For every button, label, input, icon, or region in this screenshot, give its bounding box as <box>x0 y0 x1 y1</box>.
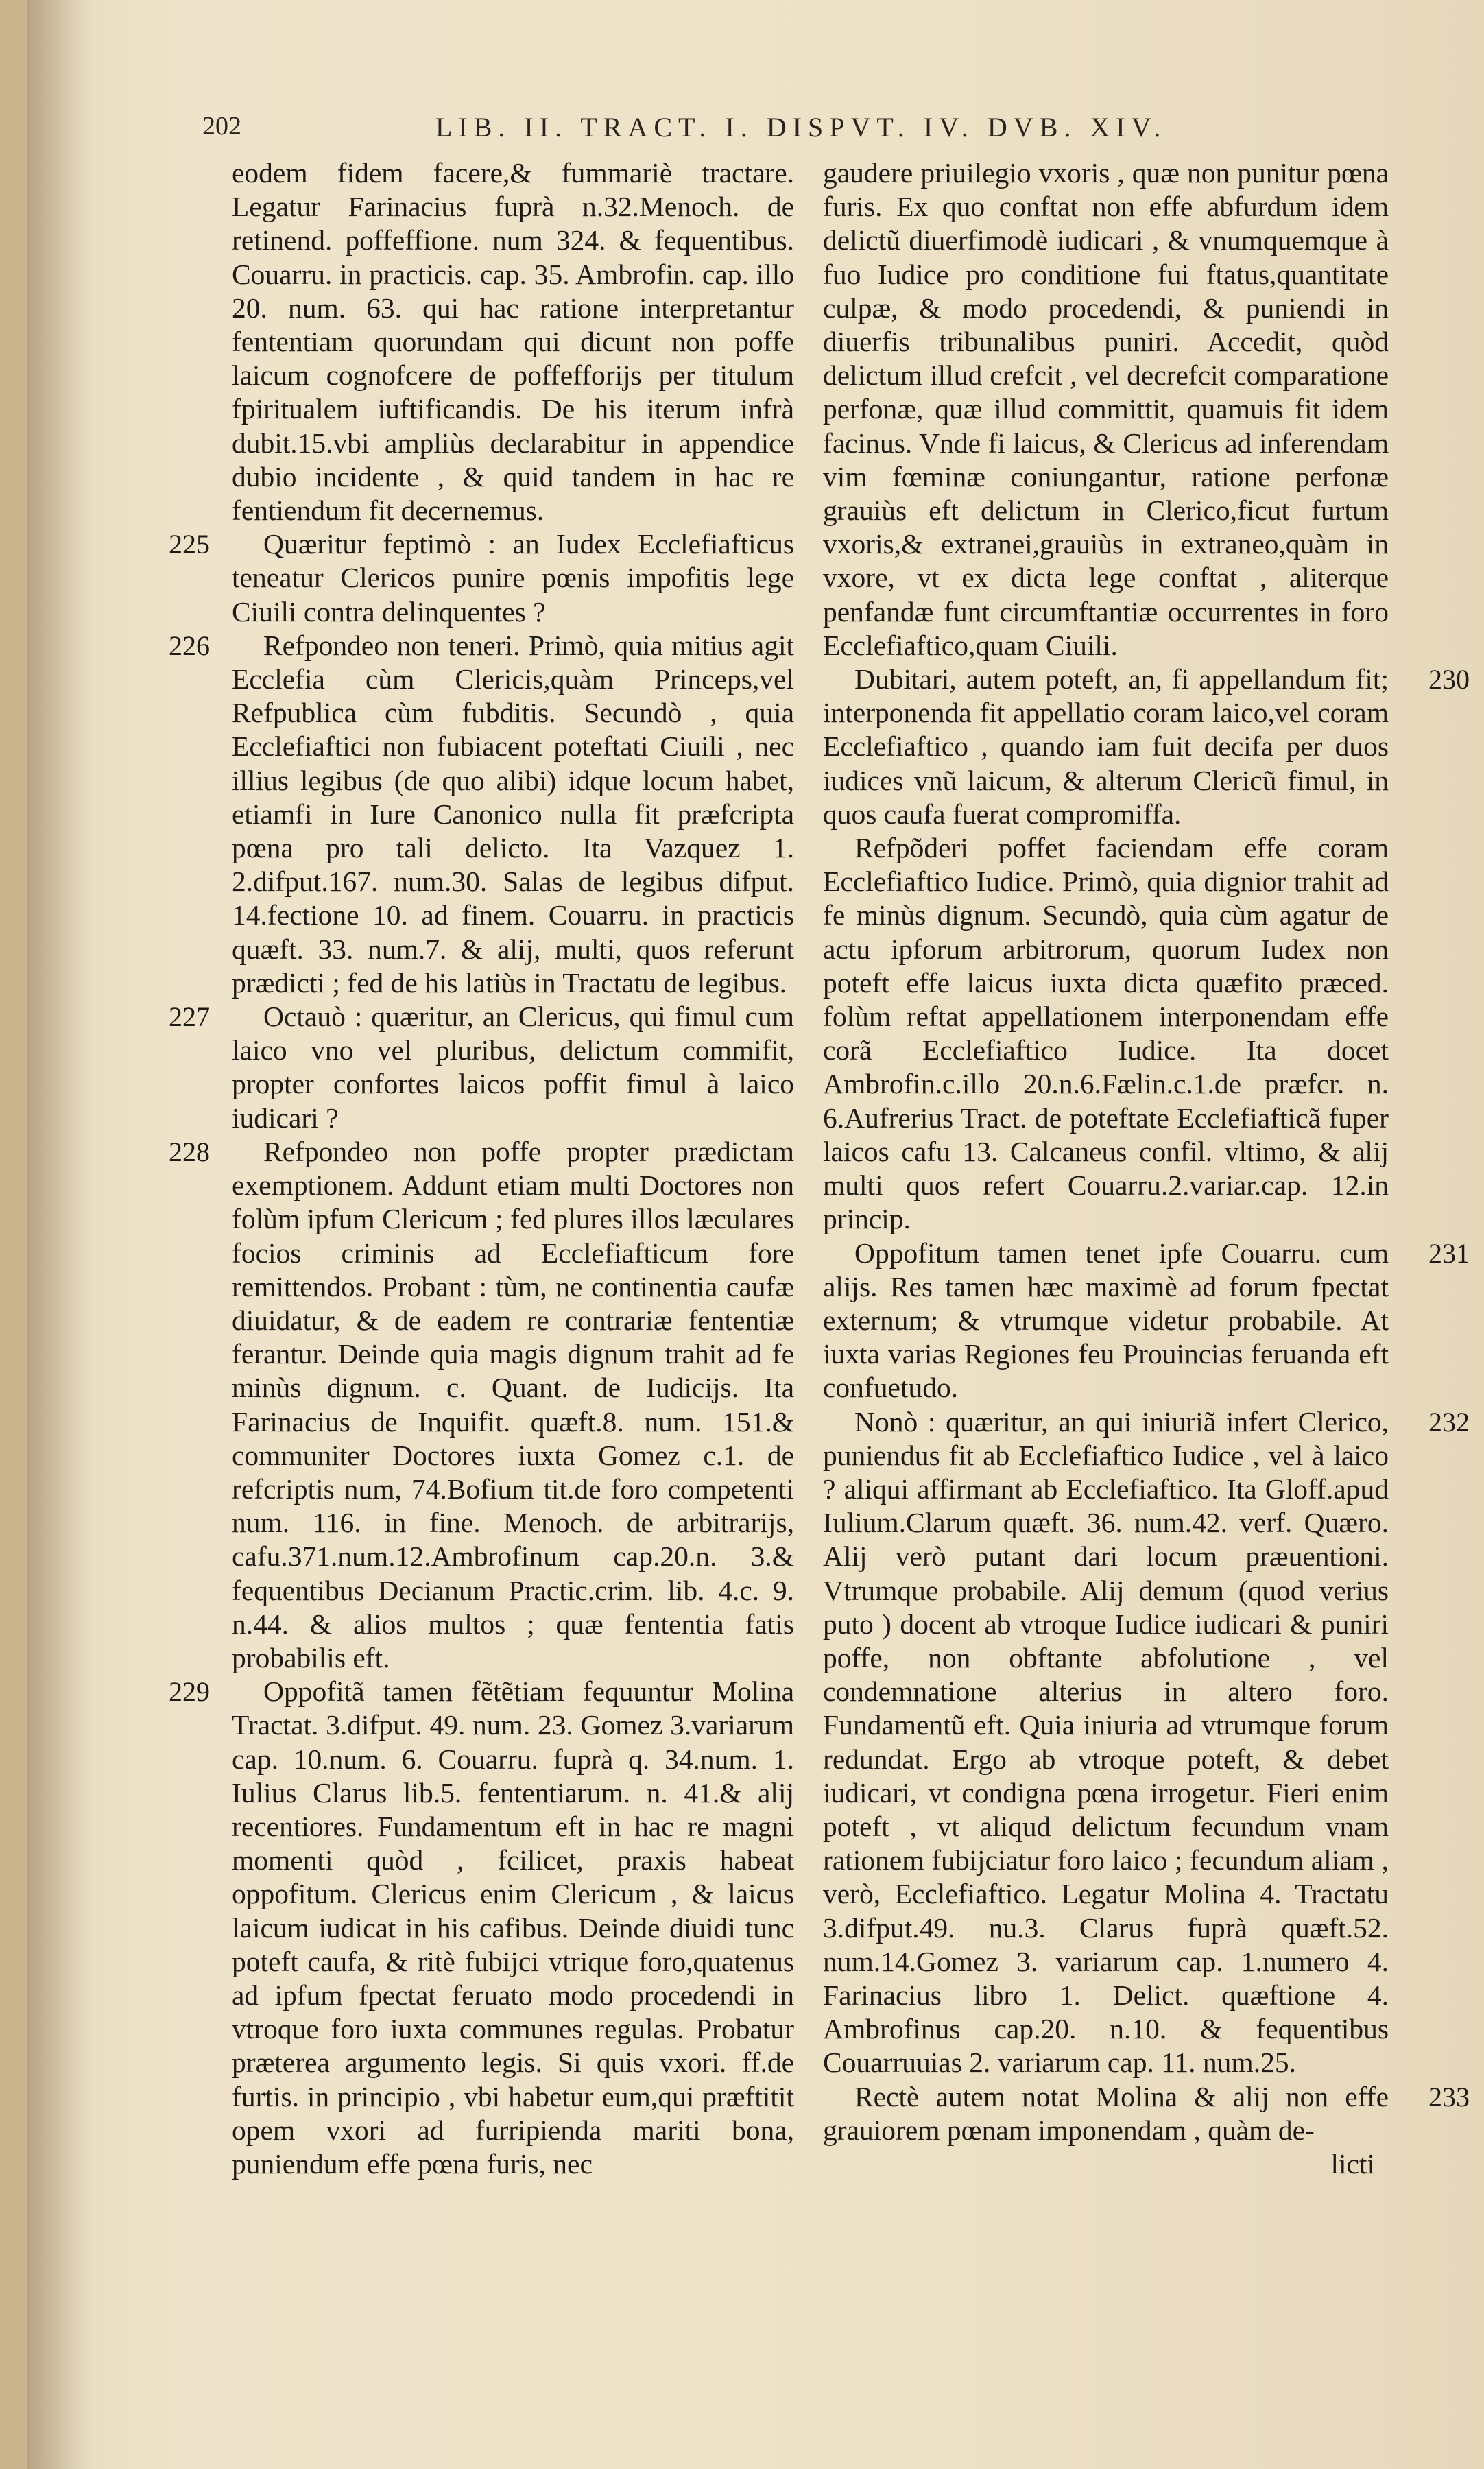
margin-paragraph-number: 229 <box>169 1676 210 1708</box>
paragraph-block <box>169 629 794 1000</box>
gutter-shadow <box>27 0 93 2469</box>
running-title: LIB. II. TRACT. I. DISPVT. IV. DVB. XIV. <box>435 112 1167 143</box>
margin-paragraph-number: 231 <box>1428 1237 1470 1269</box>
margin-paragraph-number: 228 <box>169 1136 210 1167</box>
paragraph-text: Quæritur feptimò : an Iudex Ecclefiafticus teneatur Clericos punire pœnis impofitis lege Ciuili contra delinquentes ? <box>232 528 794 628</box>
margin-paragraph-number: 227 <box>169 1001 210 1033</box>
folio-number: 202 <box>202 112 241 141</box>
right-column <box>823 156 1470 2181</box>
paragraph-text: Oppofitã tamen fẽtẽtiam fequuntur Molina Tractat. 3.difput. 49. num. 23. Gomez 3.variarum cap. 10.num. 6. Couarru. fuprà q. 34.num. 1. Iulius Clarus lib.5. fententiarum. n. 41.& alij recentiores. Fundamentum eft in hac re magni momenti quòd , fcilicet, praxis habeat oppofitum. Clericus enim Clericum , & laicus laicum iudicat in his cafibus. Deinde diuidi tunc poteft caufa, & ritè fubijci vtrique foro,quatenus ad ipfum fpectat feruato modo procedendi in vtroque foro iuxta communes regulas. Probatur præterea argumento legis. Si quis vxori. ff.de furtis. in principio , vbi habetur eum,qui præftitit opem vxori ad furripienda mariti bona, puniendum effe pœna furis, nec <box>232 1675 794 2180</box>
margin-paragraph-number: 233 <box>1428 2081 1470 2112</box>
paragraph-text: Refpondeo non teneri. Primò, quia mitius agit Ecclefia cùm Clericis,quàm Princeps,vel Refpublica cùm fubditis. Secundò , quia Ecclefiaftici non fubiacent poteftati Ciuili , nec illius legibus (de quo alibi) idque locum habet, etiamfi in Iure Canonico nulla fit præfcripta pœna pro tali delicto. Ita Vazquez 1. 2.difput.167. num.30. Salas de legibus difput. 14.fectione 10. ad finem. Couarru. in practicis quæft. 33. num.7. & alij, multi, quos referunt prædicti ; fed de his latiùs in Tractatu de legibus. <box>232 629 794 999</box>
paragraph-text: Rectè autem notat Molina & alij non effe grauiorem pœnam imponendam , quàm de- <box>823 2080 1389 2146</box>
paragraph-block <box>232 156 794 527</box>
paragraph-text: gaudere priuilegio vxoris , quæ non punitur pœna furis. Ex quo conftat non effe abfurdum idem delictũ diuerfimodè iudicari , & vnumquemque à fuo Iudice pro conditione fui ftatus,quantitate culpæ, & modo procedendi, & puniendi in diuerfis tribunalibus puniri. Accedit, quòd delictum illud crefcit , vel decrefcit comparatione perfonæ, quæ illud committit, quamuis fit idem facinus. Vnde fi laicus, & Clericus ad inferendam vim fœminæ coniungantur, ratione perfonæ grauiùs eft delictum in Clerico,ficut furtum vxoris,& extranei,grauiùs in extraneo,quàm in vxore, vt ex dicta lege conftat , aliterque penfandæ funt circumftantiæ occurrentes in foro Ecclefiaftico,quam Ciuili. <box>823 157 1389 661</box>
margin-paragraph-number: 225 <box>169 529 210 560</box>
paragraph-block <box>823 1237 1470 1405</box>
paragraph-block <box>169 1135 794 1675</box>
paragraph-block <box>823 2080 1470 2147</box>
book-page <box>27 0 1484 2469</box>
paragraph-block <box>823 156 1389 663</box>
paragraph-text: Refpondeo non poffe propter prædictam exemptionem. Addunt etiam multi Doctores non folùm ipfum Clericum ; fed plures illos læculares focios criminis ad Ecclefiafticum fore remittendos. Probant : tùm, ne continentia caufæ diuidatur, & de eadem re contrariæ fententiæ ferantur. Deinde quia magis dignum trahit ad fe minùs dignum. c. Quant. de Iudicijs. Ita Farinacius de Inquifit. quæft.8. num. 151.& communiter Doctores iuxta Gomez c.1. de refcriptis num, 74.Bofium tit.de foro competenti num. 116. in fine. Menoch. de arbitrarijs, cafu.371.num.12.Ambrofinum cap.20.n. 3.& fequentibus Decianum Practic.crim. lib. 4.c. 9. n.44. & alios multos ; quæ fententia fatis probabilis eft. <box>232 1135 794 1673</box>
running-head <box>202 111 1382 152</box>
paragraph-block <box>169 1675 794 2181</box>
paragraph-text: Refpõderi poffet faciendam effe coram Ecclefiaftico Iudice. Primò, quia dignior trahit ad fe minùs dignum. Secundò, quia cùm agatur de actu ipforum arbitrorum, quorum Iudex non poteft effe laicus iuxta dicta quæfito præced. folùm reftat appellationem interponendam effe corã Ecclefiaftico Iudice. Ita docet Ambrofin.c.illo 20.n.6.Fælin.c.1.de præfcr. n. 6.Aufrerius Tract. de poteftate Ecclefiafticã fuper laicos cafu 13. Calcaneus confil. vltimo, & alij multi quos refert Couarru.2.variar.cap. 12.in princip. <box>823 832 1389 1235</box>
paragraph-text: Nonò : quæritur, an qui iniuriã infert Clerico, puniendus fit ab Ecclefiaftico Iudice , vel à laico ? aliqui affirmant ab Ecclefiaftico. Ita Gloff.apud Iulium.Clarum quæft. 36. num.42. verf. Quæro. Alij verò putant dari locum præuentioni. Vtrumque probabile. Alij demum (quod verius puto ) docent ab vtroque Iudice iudicari & puniri poffe, non obftante abfolutione , vel condemnatione alterius in altero foro. Fundamentũ eft. Quia iniuria ad vtrumque forum redundat. Ergo ab vtroque poteft, & debet iudicari, vt condigna pœna irrogetur. Fieri enim poteft , vt aliqud delictum fecundum vnam rationem fubijciatur foro laico ; fecundum aliam , verò, Ecclefiaftico. Legatur Molina 4. Tractatu 3.difput.49. nu.3. Clarus fuprà quæft.52. num.14.Gomez 3. variarum cap. 1.numero 4. Farinacius libro 1. Delict. quæftione 4. Ambrofinus cap.20. n.10. & fequentibus Couarruuias 2. variarum cap. 11. num.25. <box>823 1405 1389 2079</box>
margin-paragraph-number: 232 <box>1428 1406 1470 1438</box>
margin-paragraph-number: 226 <box>169 630 210 661</box>
paragraph-text: Octauò : quæritur, an Clericus, qui fimul cum laico vno vel pluribus, delictum commifit, propter confortes laicos poffit fimul à laico iudicari ? <box>232 1001 794 1134</box>
paragraph-block <box>169 1000 794 1135</box>
paragraph-block <box>823 663 1470 831</box>
paragraph-block <box>823 831 1389 1236</box>
paragraph-text: Oppofitum tamen tenet ipfe Couarru. cum alijs. Res tamen hæc maximè ad forum fpectat externum; & vtrumque videtur probabile. At iuxta varias Regiones feu Prouincias feruanda eft confuetudo. <box>823 1237 1389 1404</box>
paragraph-text: Dubitari, autem poteft, an, fi appellandum fit; interponenda fit appellatio coram laico,vel coram Ecclefiaftico , quando iam fuit decifa per duos iudices vnũ laicum, & alterum Clericũ fimul, in quos caufa fuerat compromiffa. <box>823 663 1389 830</box>
paragraph-text: eodem fidem facere,& fummariè tractare. Legatur Farinacius fuprà n.32.Menoch. de retinend. poffeffione. num 324. & fequentibus. Couarru. in practicis. cap. 35. Ambrofin. cap. illo 20. num. 63. qui hac ratione interpretantur fententiam quorundam qui dicunt non poffe laicum cognofcere de poffefforijs per titulum fpiritualem iuftificandis. De his iterum infrà dubit.15.vbi ampliùs declarabitur in appendice dubio incidente , & quid tandem in hac re fentiendum fit decernemus. <box>232 157 794 527</box>
paragraph-block <box>823 1405 1470 2080</box>
left-column <box>169 156 794 2181</box>
margin-paragraph-number: 230 <box>1428 664 1470 695</box>
paragraph-block <box>169 527 794 629</box>
catchword: licti <box>1330 2147 1375 2180</box>
